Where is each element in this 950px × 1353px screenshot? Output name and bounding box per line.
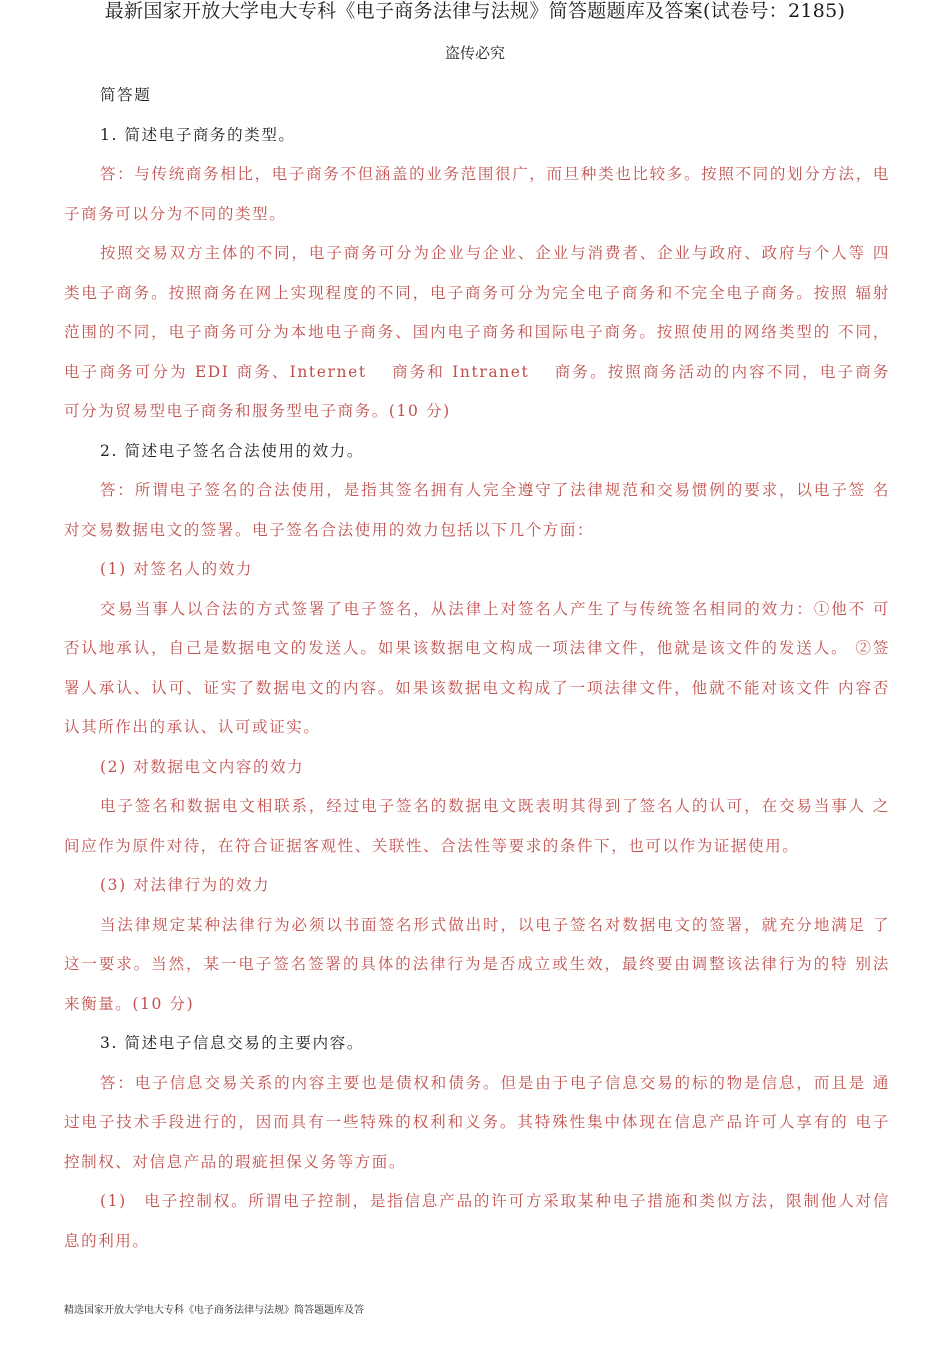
question-2: 2. 简述电子签名合法使用的效力。 <box>100 441 364 460</box>
answer-2-intro: 答：所谓电子签名的合法使用，是指其签名拥有人完全遵守了法律规范和交易惯例的要求，以电子签 名对交易数据电文的签署。电子签名合法使用的效力包括以下几个方面： <box>64 481 890 539</box>
answer-2-item-3-title: (3) 对法律行为的效力 <box>100 876 271 894</box>
page-footer: 精选国家开放大学电大专科《电子商务法律与法规》简答题题库及答 <box>64 1305 364 1316</box>
answer-2-item-1-body: 交易当事人以合法的方式签署了电子签名，从法律上对签名人产生了与传统签名相同的效力：①他不 可否认地承认，自己是数据电文的发送人。如果该数据电文构成一项法律文件，他就是该文件的发送人。 ②签署人承认、认可、证实了数据电文的内容。如果该数据电文构成了一项法律文件，他就不能对该文件 内容否认其所作出的承认、认可或证实。 <box>64 599 890 736</box>
question-1: 1. 简述电子商务的类型。 <box>100 125 296 144</box>
question-3: 3. 简述电子信息交易的主要内容。 <box>100 1034 364 1052</box>
answer-2-item-2-title: (2) 对数据电文内容的效力 <box>100 757 305 776</box>
document-subtitle: 盗传必究 <box>444 44 505 62</box>
answer-1-paragraph-2: 按照交易双方主体的不同，电子商务可分为企业与企业、企业与消费者、企业与政府、政府与个人等 四类电子商务。按照商务在网上实现程度的不同，电子商务可分为完全电子商务和不完全电子商务。按照 辐射范围的不同，电子商务可分为本地电子商务、国内电子商务和国际电子商务。按照使用的网络类型的 不同，电子商务可分为 EDI 商务、Internet 商务和 Intranet 商务。按照商务活动的内容不同，电子商务 可分为贸易型电子商务和服务型电子商务。(10 分) <box>64 244 890 420</box>
answer-2-item-3-body: 当法律规定某种法律行为必须以书面签名形式做出时，以电子签名对数据电文的签署，就充分地满足 了这一要求。当然，某一电子签名签署的具体的法律行为是否成立或生效，最终要由调整该法律行为的特 别法来衡量。(10 分) <box>64 915 890 1013</box>
document-body <box>64 76 890 1261</box>
answer-2-item-2-body: 电子签名和数据电文相联系，经过电子签名的数据电文既表明其得到了签名人的认可，在交易当事人 之间应作为原件对待，在符合证据客观性、关联性、合法性等要求的条件下，也可以作为证据使用。 <box>64 797 890 855</box>
answer-2-item-1-title: (1) 对签名人的效力 <box>100 560 253 578</box>
answer-1-paragraph-1: 答：与传统商务相比，电子商务不但涵盖的业务范围很广，而旦种类也比较多。按照不同的划分方法，电子商务可以分为不同的类型。 <box>64 165 890 223</box>
answer-3-intro: 答：电子信息交易关系的内容主要也是债权和债务。但是由于电子信息交易的标的物是信息，而且是 通过电子技术手段进行的，因而具有一些特殊的权利和义务。其特殊性集中体现在信息产品许可人享有的 电子控制权、对信息产品的瑕疵担保义务等方面。 <box>64 1073 890 1171</box>
section-label: 简答题 <box>100 86 152 104</box>
document-title: 最新国家开放大学电大专科《电子商务法律与法规》简答题题库及答案(试卷号：2185) <box>104 0 846 22</box>
answer-3-item-1-body: (1) 电子控制权。所谓电子控制，是指信息产品的许可方采取某种电子措施和类似方法，限制他人对信息的利用。 <box>64 1192 890 1250</box>
